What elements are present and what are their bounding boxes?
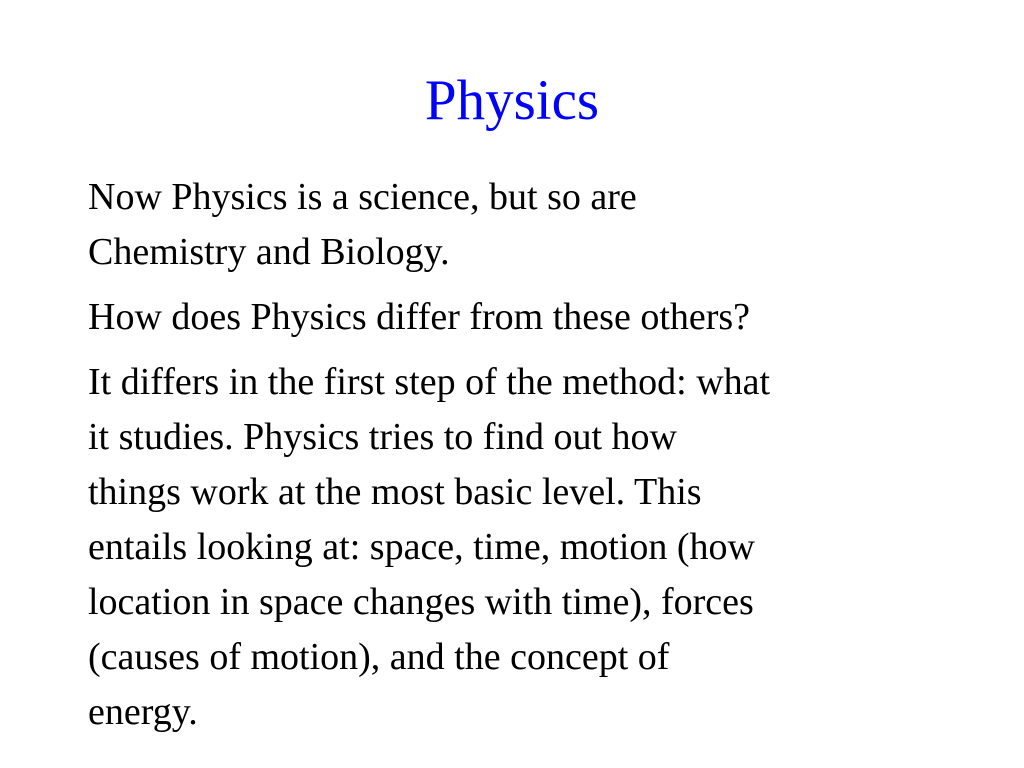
text-line: things work at the most basic level. This	[88, 471, 702, 513]
text-line: location in space changes with time), forces	[88, 581, 754, 623]
bullet-paragraph	[88, 355, 948, 740]
text-line: Chemistry and Biology.	[88, 231, 450, 273]
text-line: It differs in the first step of the method: what	[88, 361, 771, 403]
bullet-paragraph	[88, 170, 948, 280]
text-line: Now Physics is a science, but so are	[88, 176, 637, 218]
bullet-paragraph	[88, 290, 948, 345]
text-line: entails looking at: space, time, motion (how	[88, 526, 755, 568]
text-line: How does Physics differ from these others?	[88, 296, 751, 338]
text-line: it studies. Physics tries to find out how	[88, 416, 677, 458]
slide-body	[88, 170, 948, 750]
text-line: (causes of motion), and the concept of	[88, 636, 670, 678]
slide-title: Physics	[424, 69, 600, 132]
text-line: energy.	[88, 691, 198, 733]
